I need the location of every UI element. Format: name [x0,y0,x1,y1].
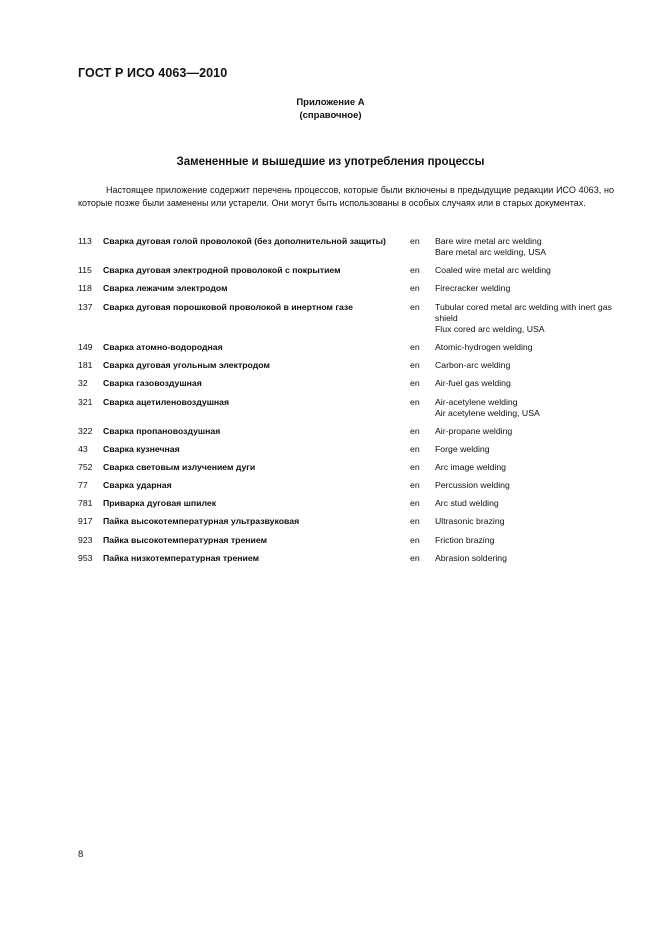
process-row [78,498,618,509]
process-name: Сварка газовоздушная [103,378,202,389]
process-name: Сварка дуговая голой проволокой (без дополнительной защиты) [103,236,386,246]
english-term [425,444,618,455]
process-code: 113 [78,236,92,246]
english-term [425,283,618,294]
process-name: Сварка ацетиленовоздушная [103,396,230,407]
process-code: 781 [78,498,93,509]
english-term [425,553,618,564]
language-code: en [410,265,420,276]
english-term [425,535,618,546]
process-code: 137 [78,301,93,312]
english-term-line: Arc image welding [435,462,506,473]
language-code: en [410,462,420,473]
english-term-line: Forge welding [435,444,490,455]
process-name: Сварка дуговая электродной проволокой с покрытием [103,265,341,276]
english-term-line: Percussion welding [435,480,510,491]
process-name: Сварка лежачим электродом [103,283,228,294]
process-row [78,553,618,564]
english-term [425,302,618,336]
language-code: en [410,534,420,545]
process-code: 43 [78,444,88,455]
process-code: 118 [78,283,92,294]
process-code: 32 [78,378,88,389]
english-term [425,480,618,491]
process-name: Сварка пропановоздушная [103,425,221,436]
english-term [425,462,618,473]
language-code: en [410,552,420,563]
process-row [78,265,618,276]
process-row [78,462,618,473]
language-code: en [410,480,420,491]
process-code: 752 [78,462,93,473]
process-code: 322 [78,425,93,436]
document-code: ГОСТ Р ИСО 4063—2010 [78,66,228,80]
process-name: Пайка высокотемпературная ультразвуковая [103,516,300,527]
english-term-line: Air-fuel gas weldіng [435,378,511,389]
english-term-line: Friction brazіng [435,534,495,545]
process-row [78,236,618,259]
process-code: 77 [78,480,88,491]
process-name: Сварка дуговая угольным электродом [103,360,270,371]
language-code: en [410,378,420,389]
process-name: Сварка ударная [103,480,172,491]
process-row [78,283,618,294]
process-name: Сварка дуговая порошковой проволокой в инертном газе [103,301,353,312]
process-code: 917 [78,516,93,527]
process-row [78,342,618,353]
english-term [425,498,618,509]
process-code: 115 [78,265,92,276]
english-term-line: Abrasion soldering [435,552,507,563]
process-name: Сварка световым излучением дуги [103,462,256,473]
process-row [78,378,618,389]
process-row [78,426,618,437]
process-row [78,535,618,546]
language-code: en [410,498,420,509]
english-term-line: Arc stud weldіng [435,498,499,509]
annex-heading [0,96,661,122]
annex-status: (справочное) [299,110,362,121]
english-term-line: Ultrasonic brazing [435,516,505,527]
process-row [78,302,618,336]
english-term-line: Air acetylene welding, USA [435,407,540,418]
english-term-line: Coaled wire metal arc weldіng [435,265,551,276]
process-code: 953 [78,552,93,563]
process-list [78,236,618,571]
process-code: 923 [78,534,93,545]
english-term-line: Firecracker welding [435,283,511,294]
process-code: 321 [78,396,93,407]
english-term [425,342,618,353]
process-name: Приварка дуговая шпилек [103,498,217,509]
english-term-line: Atomic-hydrogen weldіng [435,342,533,353]
english-term [425,397,618,420]
process-code: 149 [78,342,93,353]
language-code: en [410,236,420,246]
annex-title: Приложение А [296,97,365,108]
process-name: Пайка высокотемпературная трением [103,534,268,545]
english-term [425,378,618,389]
language-code: en [410,444,420,455]
english-term [425,360,618,371]
english-term-line: Bare metal arc welding, USA [435,247,547,258]
language-code: en [410,360,420,371]
page-number: 8 [78,849,84,860]
section-title: Замененные и вышедшие из употребления процессы [176,156,485,168]
language-code: en [410,283,420,294]
english-term-line: Flux cored arc welding, USA [435,324,545,335]
process-row [78,360,618,371]
intro-paragraph: Настоящее приложение содержит перечень процессов, которые были включены в предыдущие редакции ИСО 4063, но которые позже были заменены или устарели. Они могут быть использованы в особых случаях или в старых документах. [78,185,614,208]
language-code: en [410,425,420,436]
language-code: en [410,396,420,407]
english-term [425,265,618,276]
language-code: en [410,301,420,312]
english-term-line: Air-propane welding [435,425,513,436]
english-term-line: Carbon-arc welding [435,360,511,371]
language-code: en [410,516,420,527]
process-name: Пайка низкотемпературная трением [103,552,260,563]
process-name: Сварка атомно-водородная [103,342,223,353]
process-name: Сварка кузнечная [103,444,180,455]
english-term [425,426,618,437]
process-row [78,444,618,455]
process-row [78,480,618,491]
english-term-line: Tubular cored metal arc weldіng with inert gas shield [435,301,612,323]
english-term-line: Bare wire metal arc welding [435,236,542,246]
process-code: 181 [78,360,93,371]
process-row [78,516,618,527]
language-code: en [410,342,420,353]
process-row [78,397,618,420]
english-term [425,236,618,259]
english-term [425,516,618,527]
english-term-line: Air-acetylene weldіng [435,396,518,407]
